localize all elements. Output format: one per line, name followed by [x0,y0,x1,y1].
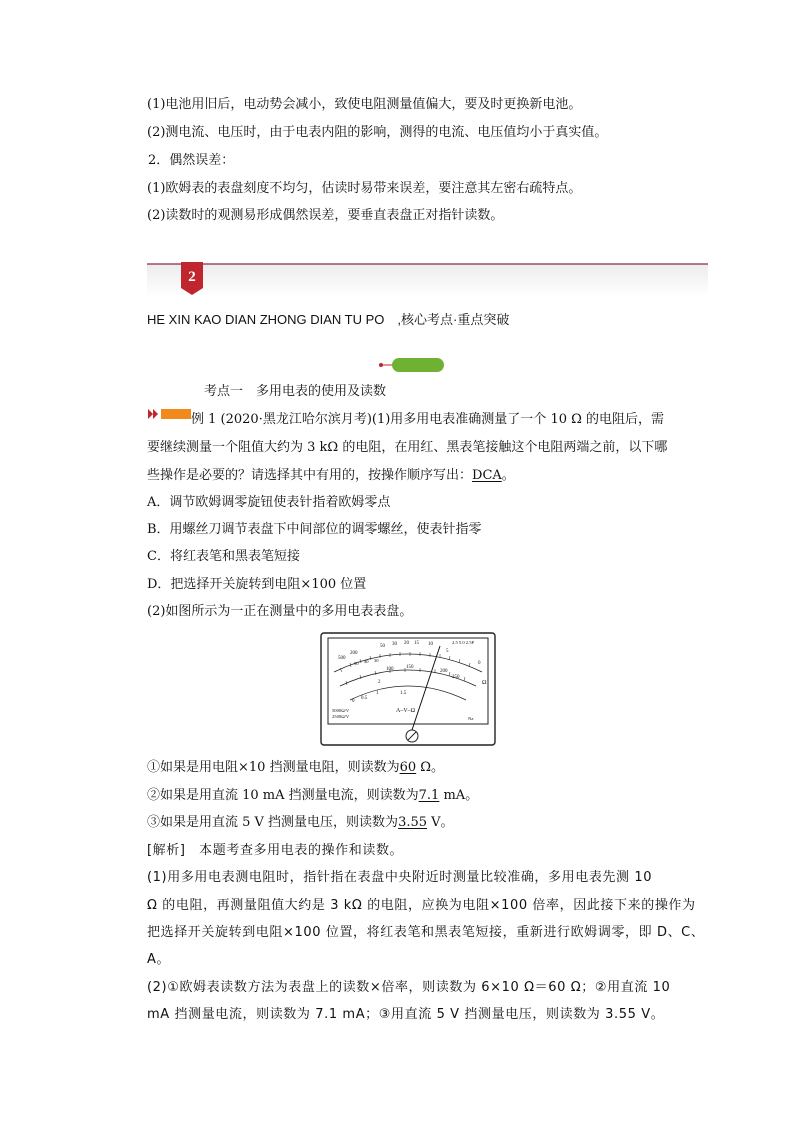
text-line: (2)读数时的观测易形成偶然误差，要垂直表盘正对指针读数。 [147,208,504,223]
text-line: (1)电池用旧后，电动势会减小，致使电阻测量值偏大，要及时更换新电池。 [147,97,582,112]
analysis-label: [解析] [147,843,186,858]
answer-line-voltage [147,814,454,832]
section-header-bar [147,262,708,296]
meter-corner-label: Na [468,716,474,721]
answer-value: 3.55 [398,815,428,830]
dc-label: 250 [452,675,460,680]
dc-small-label: 40 [364,659,369,664]
part2-text: (2)如图所示为一正在测量中的多用电表表盘。 [147,604,413,619]
option-c: C．将红表笔和黑表笔短接 [147,549,300,564]
option-b: B．用螺丝刀调节表盘下中间部位的调零螺丝，使表针指零 [147,522,482,537]
ac-label: 1 [376,691,379,696]
answer-prefix: ①如果是用电阻×10 挡测量电阻，则读数为 [147,760,400,775]
ohm-tick-label: 5 [446,649,449,654]
analysis-line: A。 [147,952,171,967]
answer-value: 7.1 [418,788,440,803]
text-line: 2．偶然误差： [148,153,235,168]
answer-prefix: ③如果是用直流 5 V 挡测量电压，则读数为 [147,815,399,830]
range-labels: 2.5 5.0 2.5P [452,640,475,645]
analysis-heading [147,842,403,860]
answer-unit: V。 [427,815,454,830]
ohm-tick-label: 30 [392,642,397,647]
dc-small-label: 50 [354,661,359,666]
option-d: D．把选择开关旋转到电阻×100 位置 [147,577,367,592]
meter-spec: 5000Ω/V [332,708,350,713]
dc-small-label: 30 [374,658,379,663]
answer-unit: mA。 [439,788,479,803]
analysis-line: mA 挡测量电流，则读数为 7.1 mA；③用直流 5 V 挡测量电压，则读数为 3.55 V。 [147,1007,665,1022]
ohm-symbol: Ω [482,680,487,686]
section-number: 2 [188,269,196,285]
ac-label: 0 [352,699,355,704]
kaodian-title: 考点一 多用电表的使用及读数 [204,384,387,399]
example-line: 要继续测量一个阻值大约为 3 kΩ 的电阻，在用红、黑表笔接触这个电阻两端之前，以下哪 [147,440,668,455]
text-line: (2)测电流、电压时，由于电表内阻的影响，测得的电流、电压值均小于真实值。 [147,125,608,140]
option-a: A．调节欧姆调零旋钮使表针指着欧姆零点 [147,495,391,510]
ohm-tick-label: 200 [350,651,358,656]
punct: 。 [501,468,515,483]
dc-label: 100 [386,667,394,672]
analysis-line: Ω 的电阻，再测量阻值大约是 3 kΩ 的电阻，应换为电阻×100 倍率，因此接下来的操作为 [147,898,696,913]
multimeter-dial-figure [320,632,496,746]
ac-label: 1.5 [400,691,407,696]
dc-label: 200 [440,669,448,674]
answer-line-current [147,787,478,805]
ohm-tick-label: 0 [478,661,481,666]
answer-dca: DCA [472,468,502,483]
example-question: 些操作是必要的？请选择其中有用的，按操作顺序写出： [147,468,473,483]
kaodian-tag-icon [378,357,444,373]
dc-label: 150 [406,665,414,670]
analysis-intro: 本题考查多用电表的操作和读数。 [185,843,404,858]
ohm-tick-label: 10 [428,642,433,647]
meter-center-label: A–V–Ω [396,708,416,714]
example-line-with-answer [147,467,515,485]
ohm-tick-label: 50 [380,644,385,649]
ohm-tick-label: 20 [404,641,409,646]
ac-label: 0.5 [361,696,368,701]
answer-value: 60 [399,760,417,775]
answer-line-resistance [147,759,444,777]
example-line: 例 1 (2020·黑龙江哈尔滨月考)(1)用多用电表准确测量了一个 10 Ω 的电阻后，需 [191,412,665,427]
analysis-line: (1)用多用电表测电阻时，指针指在表盘中央附近时测量比较准确，多用电表先测 10 [147,870,653,885]
answer-unit: Ω。 [416,760,445,775]
section-banner: HE XIN KAO DIAN ZHONG DIAN TU PO ,核心考点·重点突破 [147,312,510,327]
example-marker-icon [148,408,192,420]
analysis-line: (2)①欧姆表读数方法为表盘上的读数×倍率，则读数为 6×10 Ω＝60 Ω；②用直流 10 [147,980,671,995]
ohm-tick-label: 500 [338,656,346,661]
analysis-line: 把选择开关旋转到电阻×100 位置，将红表笔和黑表笔短接，重新进行欧姆调零，即 D、C、 [147,925,705,940]
meter-spec: 2500Ω/V [332,714,350,719]
ohm-tick-label: 15 [414,641,419,646]
text-line: (1)欧姆表的表盘刻度不均匀，估读时易带来误差，要注意其左密右疏特点。 [147,181,582,196]
ac-label: 2 [378,680,381,685]
answer-prefix: ②如果是用直流 10 mA 挡测量电流，则读数为 [147,788,419,803]
